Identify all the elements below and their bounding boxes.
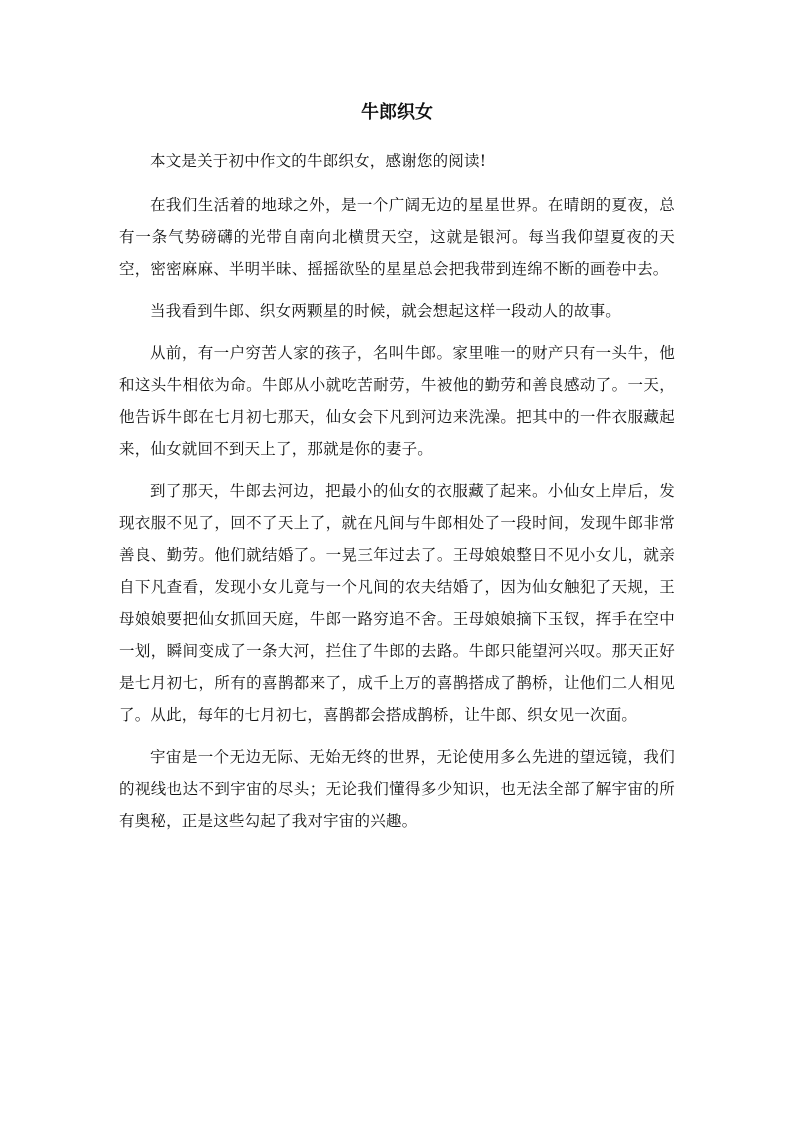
paragraph-universe: 宇宙是一个无边无际、无始无终的世界，无论使用多么先进的望远镜，我们的视线也达不到宇宙的尽头；无论我们懂得多少知识，也无法全部了解宇宙的所有奥秘，正是这些勾起了我对宇宙的兴趣。 — [119, 748, 675, 830]
paragraph-intro: 本文是关于初中作文的牛郎织女，感谢您的阅读! — [150, 152, 487, 170]
document-body — [119, 145, 675, 847]
paragraph-story-main: 到了那天，牛郎去河边，把最小的仙女的衣服藏了起来。小仙女上岸后，发现衣服不见了，回不了天上了，就在凡间与牛郎相处了一段时间，发现牛郎非常善良、勤劳。他们就结婚了。一晃三年过去了。王母娘娘整日不见小女儿，就亲自下凡查看，发现小女儿竟与一个凡间的农夫结婚了，因为仙女触犯了天规，王母娘娘要把仙女抓回天庭，牛郎一路穷追不舍。王母娘娘摘下玉钗，挥手在空中一划，瞬间变成了一条大河，拦住了牛郎的去路。牛郎只能望河兴叹。那天正好是七月初七，所有的喜鹊都来了，成千上万的喜鹊搭成了鹊桥，让他们二人相见了。从此，每年的七月初七，喜鹊都会搭成鹊桥，让牛郎、织女见一次面。 — [119, 482, 675, 724]
paragraph-story-begin: 从前，有一户穷苦人家的孩子，名叫牛郎。家里唯一的财产只有一头牛，他和这头牛相依为命。牛郎从小就吃苦耐劳，牛被他的勤劳和善良感动了。一天，他告诉牛郎在七月初七那天，仙女会下凡到河边来洗澡。把其中的一件衣服藏起来，仙女就回不到天上了，那就是你的妻子。 — [119, 344, 675, 458]
paragraph-stars: 当我看到牛郎、织女两颗星的时候，就会想起这样一段动人的故事。 — [150, 302, 622, 320]
document-title: 牛郎织女 — [361, 102, 433, 123]
paragraph-galaxy: 在我们生活着的地球之外，是一个广阔无边的星星世界。在晴朗的夏夜，总有一条气势磅礴的光带自南向北横贯天空，这就是银河。每当我仰望夏夜的天空，密密麻麻、半明半昧、摇摇欲坠的星星总会把我带到连绵不断的画卷中去。 — [119, 196, 675, 278]
